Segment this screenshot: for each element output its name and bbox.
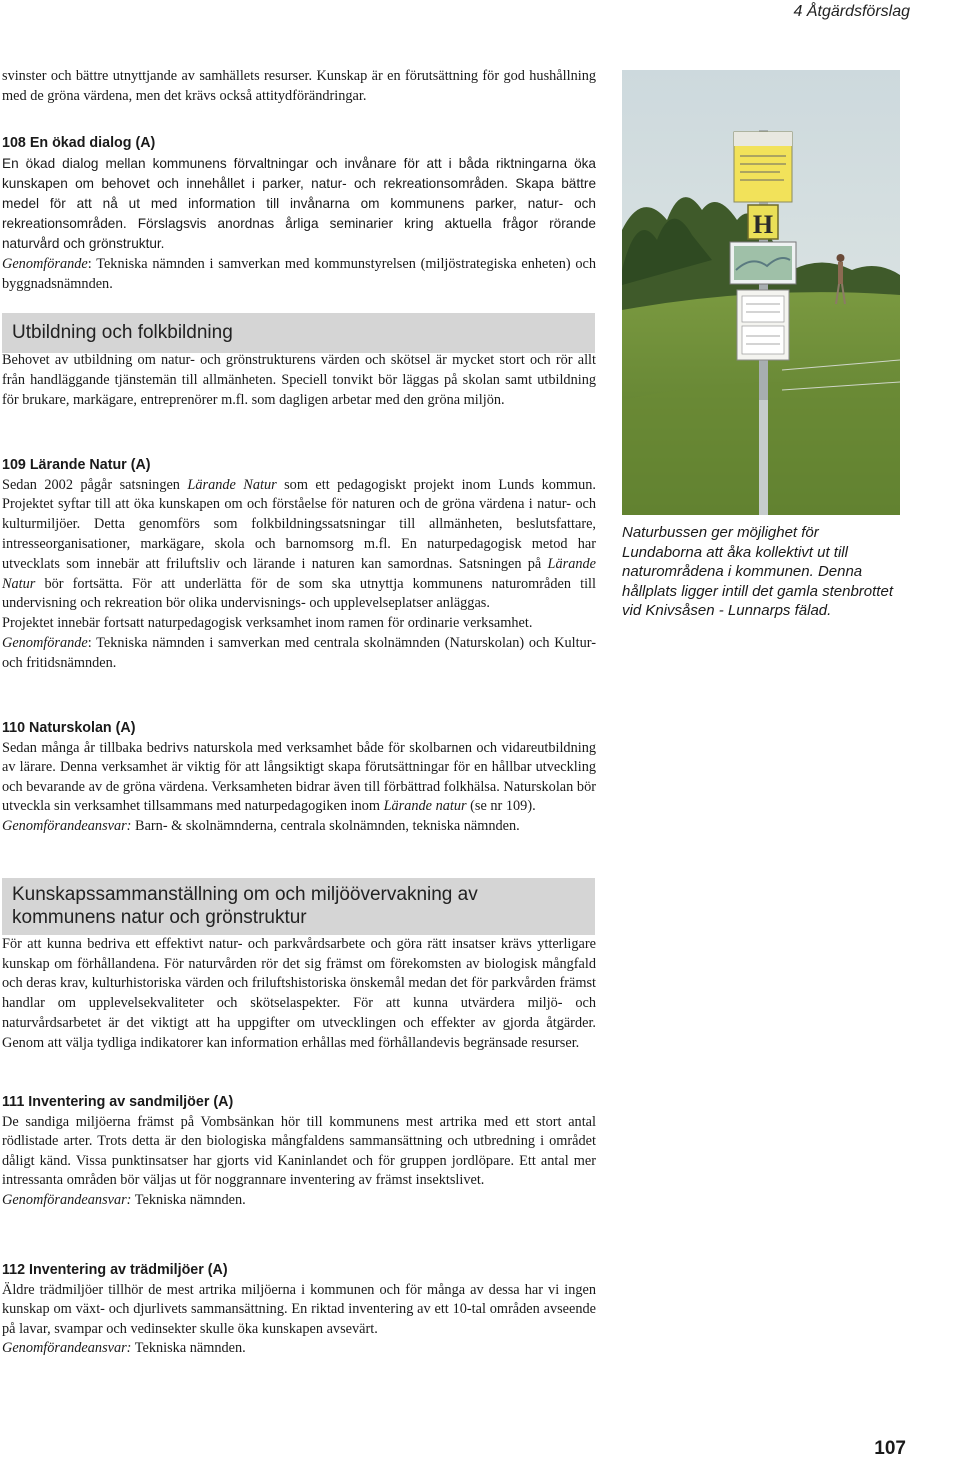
item-112-heading: 112 Inventering av trädmiljöer (A): [2, 1262, 228, 1278]
item-109-body: Sedan 2002 pågår satsningen Lärande Natur som ett pedagogiskt projekt inom Lunds kommun. Projektet syftar till att öka kunskapen om och förståelse för naturen och de gröna värdena i natur- och kulturmiljöer. Detta genomförs som folkbildningssatsningar till allmänheten, beslutsfattare, intresseorganisationer, markägare, skola och barnomsorg m.fl. En naturpedagogisk metod har utvecklats som innebär att friluftsliv och lärande i naturen kan samordnas. Satsningen på Lärande Natur bör fortsätta. För att underlätta för de som ska utnyttja kommunens naturområden till undervisning och rekreation bör olika undervisnings- och upplevelseplatser anläggas.: [2, 476, 596, 612]
stop-sign-letter: H: [752, 210, 774, 239]
item-109: [2, 456, 596, 674]
chapter-title: 4 Åtgärdsförslag: [793, 3, 910, 20]
item-110-heading: 110 Naturskolan (A): [2, 720, 136, 736]
item-108: [2, 134, 596, 294]
education-text: Behovet av utbildning om natur- och grönstrukturens värden och skötsel är mycket stort och rör allt från handläggande tjänstemän till allmänheten. Speciell tonvikt bör läggas på skolan samt utbildning för brukare, markägare, entreprenörer m.fl. som dagligen arbetar med den gröna miljön.: [2, 352, 596, 408]
item-109-project: Projektet innebär fortsatt naturpedagogisk verksamhet inom ramen för ordinarie verksamhet.: [2, 615, 533, 632]
section-knowledge-body: [2, 935, 596, 1053]
section-heading-education: [2, 313, 595, 353]
item-109-heading: 109 Lärande Natur (A): [2, 457, 151, 473]
intro-block: [2, 67, 596, 106]
item-111-heading: 111 Inventering av sandmiljöer (A): [2, 1094, 234, 1110]
item-110-implementation: Genomförandeansvar: Barn- & skolnämnderna, centrala skolnämnden, tekniska nämnden.: [2, 817, 520, 834]
item-110: [2, 719, 596, 837]
item-111-implementation: Genomförandeansvar: Tekniska nämnden.: [2, 1191, 246, 1208]
intro-text: svinster och bättre utnyttjande av samhällets resurser. Kunskap är en förutsättning för god hushållning med de gröna värdena, men det krävs också attitydförändringar.: [2, 68, 596, 104]
photo-caption: Naturbussen ger möjlighet för Lundaborna att åka kollektivt ut till naturområdena i kommunen. Denna hållplats ligger intill det gamla stenbrottet vid Knivsåsen - Lunnarps fälad.: [622, 524, 893, 619]
item-108-implementation: Genomförande: Tekniska nämnden i samverkan med kommunstyrelsen (miljöstrategiska enheten) och byggnadsnämnden.: [2, 255, 596, 292]
bus-stop-illustration: [622, 70, 900, 515]
page-number: 107: [874, 1438, 906, 1459]
section-title: Kunskapssammanställning om och miljöövervakning av kommunens natur och grönstruktur: [12, 884, 478, 928]
section-education-body: [2, 350, 596, 410]
item-112: [2, 1261, 596, 1359]
item-110-body: Sedan många år tillbaka bedrivs naturskola med verksamhet både för skolbarnen och vidareutbildning av lärare. Denna verksamhet är viktig för att långsiktigt skapa förutsättningar för en hållbar utveckling och bevarande av de gröna värdena. Verksamheten bidrar även till förbättrad folkhälsa. Naturskolan bör utveckla sin verksamhet tillsammans med naturpedagogiken inom Lärande natur (se nr 109).: [2, 739, 596, 815]
item-112-body: Äldre trädmiljöer tillhör de mest artrika miljöerna i kommunen och för många av dessa har vi ingen kunskap om växt- och djurlivets sammansättning. En riktad inventering av ett 10-tal områden avseende på lavar, svampar och vedinsekter skulle öka kunskapen avsevärt.: [2, 1281, 596, 1337]
item-108-heading: 108 En ökad dialog (A): [2, 135, 156, 151]
item-111: [2, 1093, 596, 1211]
bus-stop-photo: [622, 70, 900, 515]
knowledge-text: För att kunna bedriva ett effektivt natur- och parkvårdsarbete och göra rätt insatser krävs ytterligare kunskap om förhållandena. För naturvården rör det sig främst om förekomsten av biologisk mångfald och deras krav, kulturhistoriska värden och friluftshistoriska önskemål medan det för parkvården främst handlar om upplevelsekvaliteter och skötselaspekter. För att kunna utvärdera miljö- och naturvårdsarbetet är det viktigt att ha uppgifter om utvecklingen och effekter av gjorda åtgärder. Genom att välja tydliga indikatorer kan information erhållas med förhållandevis begränsade resurser.: [2, 936, 596, 1051]
item-109-implementation: Genomförande: Tekniska nämnden i samverkan med centrala skolnämnden (Naturskolan) och Kultur- och fritidsnämnden.: [2, 634, 596, 671]
item-112-implementation: Genomförandeansvar: Tekniska nämnden.: [2, 1340, 246, 1357]
item-108-body: En ökad dialog mellan kommunens förvaltningar och invånare för att i båda riktningarna öka kunskapen om behovet och innehållet i parker, natur- och rekreationsområden. Skapa bättre medel för att nå ut med information till invånarna om kommunens parker, natur- och rekreationsområden. Förslagsvis anordnas årliga seminarier kring aktuella frågor rörande naturvård och grönstruktur.: [2, 155, 596, 251]
section-heading-knowledge: [2, 878, 595, 935]
section-title: Utbildning och folkbildning: [12, 322, 233, 343]
implementation-label: Genomförande: [2, 255, 88, 272]
item-111-body: De sandiga miljöerna främst på Vombsänkan hör till kommunens mest artrika med ett stort antal rödlistade arter. Trots detta är den biologiska mångfaldens sammansättning och utbredning i området dåligt känd. Vissa punktinsatser har gjorts vid Kaninlandet och för gruppen jordlöpare. Ett antal mer intressanta områden bör väljas ut för noggrannare inventering av främst insektslivet.: [2, 1113, 596, 1189]
